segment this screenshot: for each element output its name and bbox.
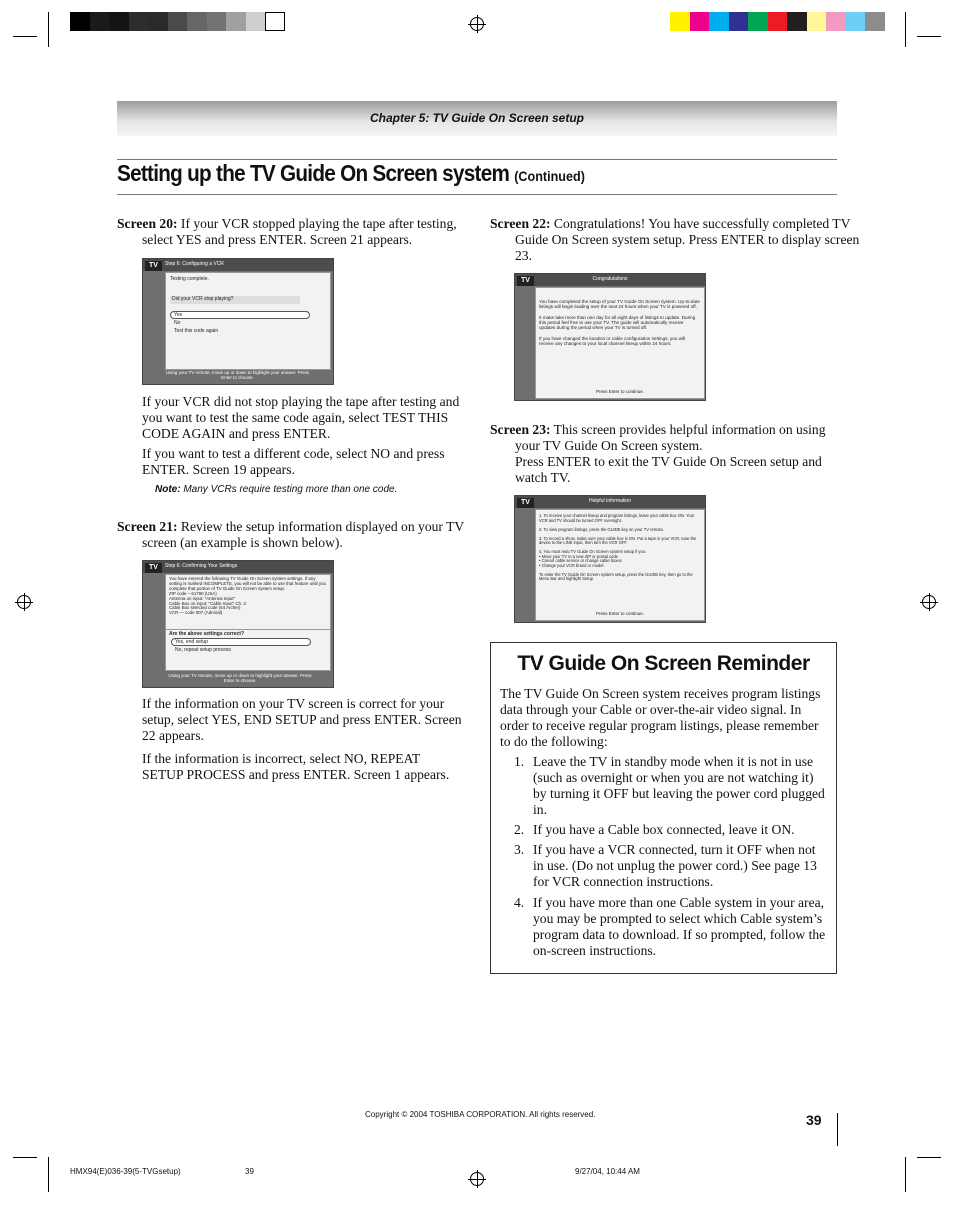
screen23-paragraph: Screen 23: This screen provides helpful information on using your TV Guide On Screen system. Press ENTER to exit the TV Guide On Screen setup and watch TV. (490, 422, 826, 485)
chapter-header (117, 101, 837, 136)
list-item: 4. If you have more than one Cable system in your area, you may be prompted to select which Cable system’s program data to download. If so prompted, follow the on-screen instructions. (514, 895, 826, 958)
registration-mark-icon (920, 593, 938, 611)
screen22-paragraph: Screen 22: Congratulations! You have successfully completed TV Guide On Screen system setup. Press ENTER to display screen 23. (490, 216, 860, 263)
color-swatch (787, 12, 807, 31)
paragraph-not-stop: If your VCR did not stop playing the tape after testing and you want to test the same code again, select TEST THIS CODE AGAIN and press ENTER. (142, 394, 460, 441)
color-swatch (826, 12, 846, 31)
crop-mark (48, 12, 49, 47)
tv-logo-icon: TV (517, 276, 534, 286)
registration-mark-icon (468, 15, 486, 33)
option-no-repeat[interactable]: No, repeat setup process (175, 647, 231, 653)
tv-screen-21: TV Step 6: Confirming Your Settings You have entered the following TV Guide On Screen system settings. If any setting is marked INCOMPLETE, you will not be able to use that feature until you complete that portion of TV Guide On Screen system setup. ZIP code – 61790 (USA) Antenna on input: "Antenna Input" Cable Box on input: "Cable Input" Ch. 3 Cable Box selected code (64 Archer) VCR — code 007 (Admiral) Are the above settings correct? Yes, end setup No, repeat setup process Using your TV remote, move up or down to highlight your answer. Press Enter to choose. (142, 560, 334, 688)
paragraph-correct: If the information on your TV screen is correct for your setup, select YES, END SETUP and press ENTER. Screen 22 appears. (142, 696, 462, 743)
option-yes[interactable]: Yes (170, 311, 310, 319)
copyright: Copyright © 2004 TOSHIBA CORPORATION. All rights reserved. (365, 1110, 596, 1119)
footer-timestamp: 9/27/04, 10:44 AM (575, 1167, 640, 1176)
footer-filename: HMX94(E)036-39(5-TVGsetup) (70, 1167, 181, 1176)
color-swatch (246, 12, 266, 31)
color-swatch (129, 12, 149, 31)
color-swatch (709, 12, 729, 31)
crop-mark (905, 1157, 906, 1192)
crop-mark (917, 36, 941, 37)
crop-mark (48, 1157, 49, 1192)
crop-mark (13, 36, 37, 37)
color-swatch (807, 12, 827, 31)
color-swatch (846, 12, 866, 31)
color-swatch (187, 12, 207, 31)
note: Note: Many VCRs require testing more than one code. (155, 484, 398, 495)
option-test-again[interactable]: Test this code again (174, 328, 219, 334)
color-swatch (109, 12, 129, 31)
tv-screen-20: TV Step 6: Configuring a VCR Testing complete. Did your VCR stop playing? Yes No Test this code again Using your TV remote, move up or down to highlight your answer. Press Enter to choose. (142, 258, 334, 385)
list-item: 1. Leave the TV in standby mode when it is not in use (such as overnight or when you are not watching it) by turning it OFF but leaving the power cord plugged in. (514, 754, 825, 817)
color-swatch (148, 12, 168, 31)
color-swatch (729, 12, 749, 31)
reminder-box (490, 642, 837, 974)
paragraph-different-code: If you want to test a different code, select NO and press ENTER. Screen 19 appears. (142, 446, 445, 477)
color-swatch (70, 12, 90, 31)
color-swatch (265, 12, 285, 31)
tv-logo-icon: TV (517, 498, 534, 508)
option-no[interactable]: No (174, 320, 181, 326)
divider (117, 194, 837, 195)
color-swatch (865, 12, 885, 31)
crop-mark (905, 12, 906, 47)
screen21-paragraph: Screen 21: Review the setup information displayed on your TV screen (an example is shown below). (117, 519, 464, 550)
reminder-intro: The TV Guide On Screen system receives program listings data through your Cable or over-the-air video signal. In order to receive regular program listings, please remember to do the following: (500, 686, 821, 749)
crop-mark (917, 1157, 941, 1158)
color-swatch (90, 12, 110, 31)
paragraph-incorrect: If the information is incorrect, select NO, REPEAT SETUP PROCESS and press ENTER. Screen 1 appears. (142, 751, 450, 782)
screen20-paragraph: Screen 20: If your VCR stopped playing the tape after testing, select YES and press ENTER. Screen 21 appears. (117, 216, 457, 247)
registration-mark-icon (15, 593, 33, 611)
title-suffix: (Continued) (514, 168, 585, 184)
page-title: Setting up the TV Guide On Screen system (Continued) (117, 160, 585, 186)
list-item: 3. If you have a VCR connected, turn it OFF when not in use. (Do not unplug the power cord.) See page 13 for VCR connection instructions. (514, 842, 817, 889)
color-swatch (207, 12, 227, 31)
reminder-title: TV Guide On Screen Reminder (517, 652, 810, 675)
list-item: 2. If you have a Cable box connected, leave it ON. (514, 822, 795, 837)
crop-mark (13, 1157, 37, 1158)
option-yes-end-setup[interactable]: Yes, end setup (171, 638, 311, 646)
tv-logo-icon: TV (145, 563, 162, 573)
color-swatch (670, 12, 690, 31)
page-number: 39 (806, 1112, 822, 1128)
color-swatch (748, 12, 768, 31)
color-swatch (690, 12, 710, 31)
color-swatch (168, 12, 188, 31)
tv-screen-22: TV Congratulations You have completed the setup of your TV Guide On Screen system. Up-to-date listings will begin loading over the next 24 hours when your TV is powered off. It make take more than one day for all eight days of listings to update. During this period feel free to use your TV. The guide will automatically receive updates during the period when your TV is turned off. If you have changed the location or cable configuration settings, you will receive any changes to your local channel lineup within 24 hours. Press Enter to continue. (514, 273, 706, 401)
registration-mark-icon (468, 1170, 486, 1188)
divider (837, 1113, 838, 1146)
tv-logo-icon: TV (145, 261, 162, 271)
chapter-title: Chapter 5: TV Guide On Screen setup (369, 111, 585, 125)
color-swatch (768, 12, 788, 31)
tv-screen-23: TV Helpful Information 1. To receive your channel lineup and program listings, leave your cable box ON. Your VCR and TV should be turned OFF overnight. 2. To view program listings, press the GUIDE key on your TV remote. 3. To record a show, make sure your cable box is ON. Put a tape in your VCR, tune the device to the LINE input, then turn the VCR OFF. 4. You must redo TV Guide On Screen system setup if you: • Move your TV to a new ZIP or postal code • Cancel cable service or change cable boxes • Change your VCR brand or model To enter the TV Guide On Screen system setup, press the GUIDE key, then go to the Menu Bar and highlight Setup. Press Enter to continue. (514, 495, 706, 623)
footer-page: 39 (245, 1167, 254, 1176)
color-swatch (226, 12, 246, 31)
